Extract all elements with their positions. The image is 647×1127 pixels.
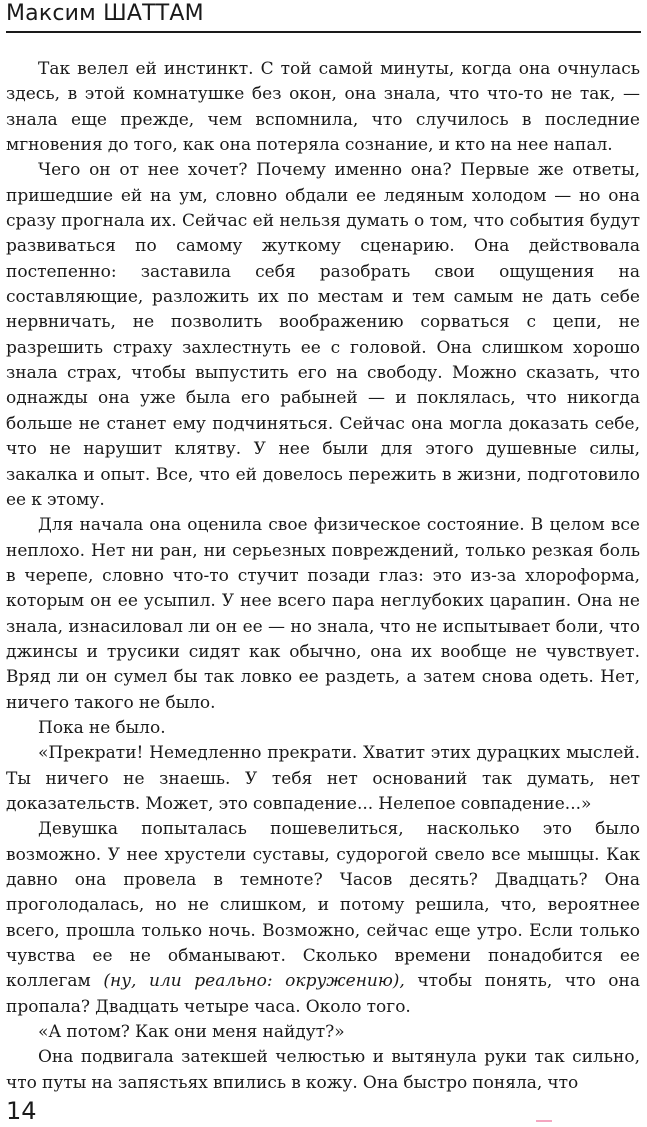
paragraph: Пока не было. (38, 717, 166, 738)
paragraph: «А потом? Как они меня найдут?» (38, 1022, 345, 1043)
paragraph-text: чтобы понять, что она пропала? Двадцать четыре часа. Около того. (6, 971, 640, 1017)
paragraph: «Прекрати! Немедленно прекрати. Хватит этих дурацких мыслей. Ты ничего не знаешь. У тебя нет оснований так думать, нет доказательств. Может, это совпадение... Нелепое совпадение...» (6, 743, 640, 814)
running-head: Максим ШАТТАМ (6, 1, 204, 26)
header-rule (6, 31, 641, 33)
paragraph: Для начала она оценила свое физическое состояние. В целом все неплохо. Нет ни ран, ни серьезных повреждений, только резкая боль в черепе, словно что-то стучит позади глаз: это из-за хлороформа, которым он ее усыпил. У нее всего пара неглубоких царапин. Она не знала, изнасиловал ли он ее — но знала, что не испытывает боли, что джинсы и трусики сидят как обычно, она их вообще не чувствует. Вряд ли он сумел бы так ловко ее раздеть, а затем снова одеть. Нет, ничего такого не было. (6, 515, 640, 713)
body-text (6, 57, 640, 1096)
page-number: 14 (6, 1097, 37, 1125)
paragraph (6, 817, 640, 1020)
print-mark (536, 1120, 552, 1122)
italic-aside: (ну, или реально: окружению), (103, 971, 405, 992)
paragraph: Чего он от нее хочет? Почему именно она? Первые же ответы, пришедшие ей на ум, словно обдали ее ледяным холодом — но она сразу прогнала их. Сейчас ей нельзя думать о том, что события будут развиваться по самому жуткому сценарию. Она действовала постепенно: заставила себя разобрать свои ощущения на составляющие, разложить их по местам и тем самым не дать себе нервничать, не позволить воображению сорваться с цепи, не разрешить страху захлестнуть ее с головой. Она слишком хорошо знала страх, чтобы выпустить его на свободу. Можно сказать, что однажды она уже была его рабыней — и поклялась, что никогда больше не станет ему подчиняться. Сейчас она могла доказать себе, что не нарушит клятву. У нее были для этого душевные силы, закалка и опыт. Все, что ей довелось пережить в жизни, подготовило ее к этому. (6, 160, 640, 510)
paragraph: Она подвигала затекшей челюстью и вытянула руки так сильно, что путы на запястьях впились в кожу. Она быстро поняла, что (6, 1047, 640, 1093)
paragraph: Так велел ей инстинкт. С той самой минуты, когда она очнулась здесь, в этой комнатушке без окон, она знала, что что-то не так, — знала еще прежде, чем вспомнила, что случилось в последние мгновения до того, как она потеряла сознание, и кто на нее напал. (6, 59, 640, 156)
paragraph-text: Девушка попыталась пошевелиться, насколько это было возможно. У нее хрустели суставы, судорогой свело все мышцы. Как давно она провела в темноте? Часов десять? Двадцать? Она проголодалась, но не слишком, и потому решила, что, вероятнее всего, прошла только ночь. Возможно, сейчас еще утро. Если только чувства ее не обманывают. Сколько времени понадобится ее коллегам (6, 819, 640, 992)
